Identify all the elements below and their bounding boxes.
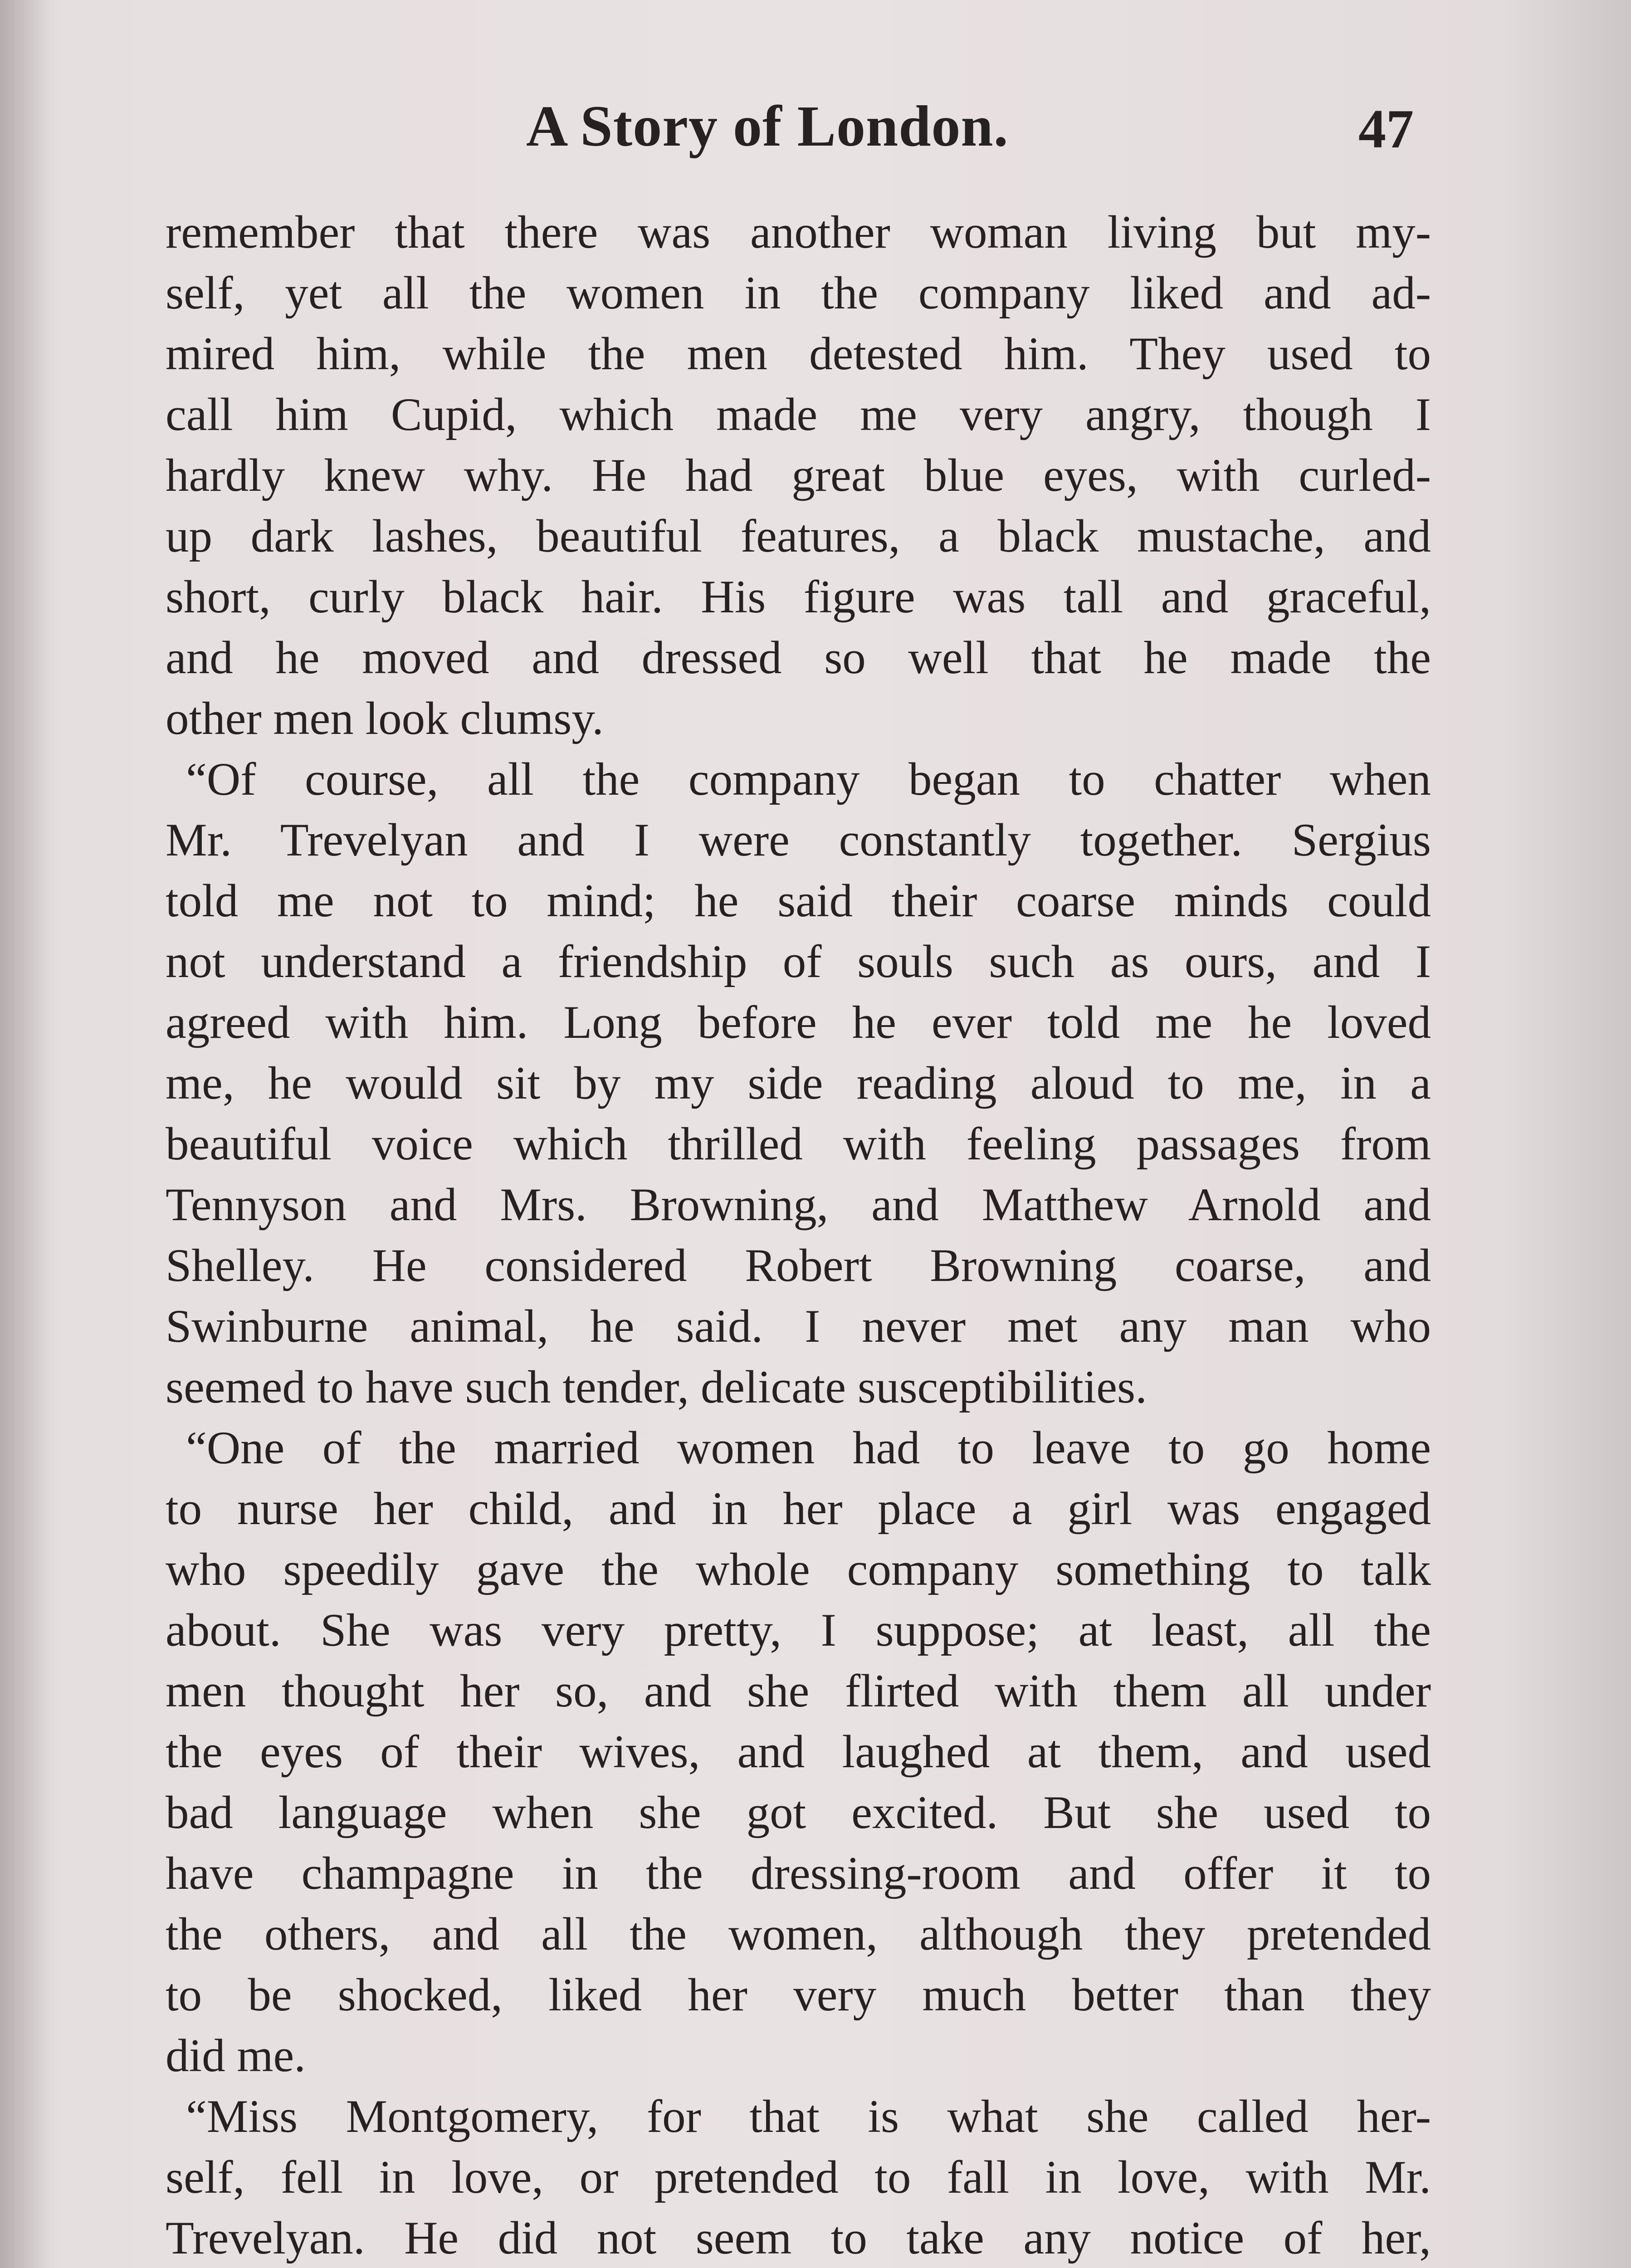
page-number: 47 [1358,98,1414,160]
text-line: have champagne in the dressing-room and offer it to [166,1848,1431,1899]
text-line: Mr. Trevelyan and I were constantly together. Sergius [166,814,1431,866]
text-line: me, he would sit by my side reading aloud to me, in a [166,1057,1431,1109]
text-line: remember that there was another woman living but my- [166,206,1431,258]
text-line: about. She was very pretty, I suppose; at least, all the [166,1604,1431,1656]
text-line: agreed with him. Long before he ever told me he loved [166,997,1431,1048]
text-line: not understand a friendship of souls such as ours, and I [166,936,1431,987]
text-line: self, fell in love, or pretended to fall in love, with Mr. [166,2151,1431,2203]
text-line: up dark lashes, beautiful features, a black mustache, and [166,510,1431,562]
text-line: “One of the married women had to leave to go home [186,1422,1431,1474]
text-line: who speedily gave the whole company something to talk [166,1544,1431,1595]
text-line: Tennyson and Mrs. Browning, and Matthew Arnold and [166,1179,1431,1231]
running-title: A Story of London. [526,94,1009,158]
text-line: Shelley. He considered Robert Browning coarse, and [166,1240,1431,1291]
text-line: self, yet all the women in the company liked and ad- [166,267,1431,319]
text-line: mired him, while the men detested him. They used to [166,328,1431,380]
text-line: to nurse her child, and in her place a girl was engaged [166,1483,1431,1535]
text-line: Swinburne animal, he said. I never met any man who [166,1300,1431,1352]
text-line: other men look clumsy. [166,693,604,744]
text-line: the eyes of their wives, and laughed at them, and used [166,1726,1431,1778]
paragraph [166,1418,1431,2086]
text-line: bad language when she got excited. But she used to [166,1787,1431,1838]
text-line: and he moved and dressed so well that he made the [166,632,1431,684]
text-line: hardly knew why. He had great blue eyes, with curled- [166,450,1431,501]
text-line: call him Cupid, which made me very angry, though I [166,389,1431,440]
text-line: did me. [166,2030,306,2082]
paragraph [166,202,1431,749]
running-head [0,93,1631,161]
text-line: short, curly black hair. His figure was tall and graceful, [166,571,1431,623]
text-line: Trevelyan. He did not seem to take any notice of her, [166,2212,1431,2264]
text-line: the others, and all the women, although they pretended [166,1908,1431,1960]
paragraph [166,749,1431,1418]
text-line: seemed to have such tender, delicate susceptibilities. [166,1361,1147,1413]
body-text [166,202,1431,2268]
paragraph [166,2086,1431,2268]
spine-shadow [0,0,50,2268]
text-line: men thought her so, and she flirted with them all under [166,1665,1431,1717]
text-line: beautiful voice which thrilled with feeling passages from [166,1118,1431,1170]
text-line: told me not to mind; he said their coarse minds could [166,875,1431,927]
text-line: “Miss Montgomery, for that is what she called her- [186,2091,1431,2142]
text-line: to be shocked, liked her very much better than they [166,1969,1431,2021]
text-line: “Of course, all the company began to chatter when [186,753,1431,805]
